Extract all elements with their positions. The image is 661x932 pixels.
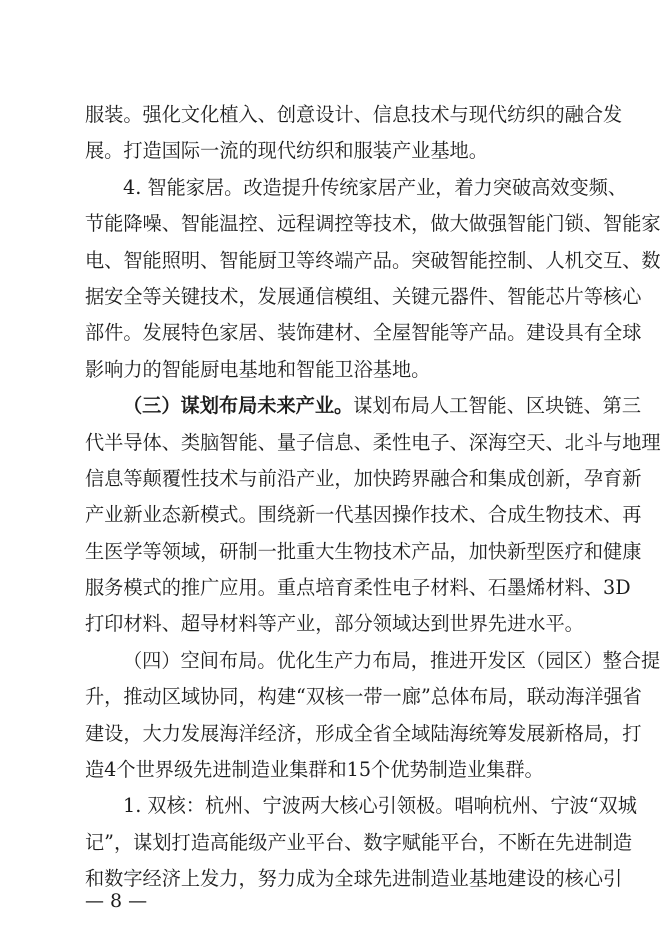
- text-line: 4. 智能家居。改造提升传统家居产业，着力突破高效变频、: [123, 175, 628, 199]
- text-line: 产业新业态新模式。围绕新一代基因操作技术、合成生物技术、再: [85, 503, 642, 527]
- text-line: 部件。发展特色家居、装饰建材、全屋智能等产品。建设具有全球: [85, 321, 642, 345]
- text-line: 服务模式的推广应用。重点培育柔性电子材料、石墨烯材料、3D: [85, 576, 631, 600]
- text-span: 谋划布局人工智能、区块链、第三: [353, 394, 642, 418]
- text-line: 1. 双核：杭州、宁波两大核心引领极。唱响杭州、宁波“双城: [123, 794, 637, 818]
- text-line: （四）空间布局。优化生产力布局，推进开发区（园区）整合提: [123, 648, 661, 672]
- text-line: 展。打造国际一流的现代纺织和服装产业基地。: [85, 139, 488, 163]
- text-line: 升，推动区域协同，构建“双核一带一廊”总体布局，联动海洋强省: [85, 685, 642, 709]
- text-line: 据安全等关键技术，发展通信模组、关键元器件、智能芯片等核心: [85, 284, 642, 308]
- text-line: 造4个世界级先进制造业集群和15个优势制造业集群。: [85, 758, 544, 782]
- text-line: 影响力的智能厨电基地和智能卫浴基地。: [85, 357, 431, 381]
- text-line: 建设，大力发展海洋经济，形成全省全域陆海统筹发展新格局，打: [85, 721, 642, 745]
- document-page: [85, 97, 661, 912]
- text-line: 代半导体、类脑智能、量子信息、柔性电子、深海空天、北斗与地理: [85, 430, 661, 454]
- text-line: 服装。强化文化植入、创意设计、信息技术与现代纺织的融合发: [85, 103, 623, 126]
- text-line: 打印材料、超导材料等产业，部分领域达到世界先进水平。: [85, 612, 584, 636]
- text-line: 和数字经济上发力，努力成为全球先进制造业基地建设的核心引: [85, 867, 623, 891]
- page-number: — 8 —: [85, 890, 148, 912]
- text-line: 电、智能照明、智能厨卫等终端产品。突破智能控制、人机交互、数: [85, 248, 661, 272]
- section-heading: （三）谋划布局未来产业。: [123, 394, 354, 418]
- text-line: [85, 388, 642, 424]
- text-line: 节能降噪、智能温控、远程调控等技术，做大做强智能门锁、智能家: [85, 212, 661, 236]
- text-line: 信息等颠覆性技术与前沿产业，加快跨界融合和集成创新，孕育新: [85, 466, 642, 490]
- text-line: 记”，谋划打造高能级产业平台、数字赋能平台，不断在先进制造: [85, 830, 633, 854]
- text-line: 生医学等领域，研制一批重大生物技术产品，加快新型医疗和健康: [85, 539, 642, 563]
